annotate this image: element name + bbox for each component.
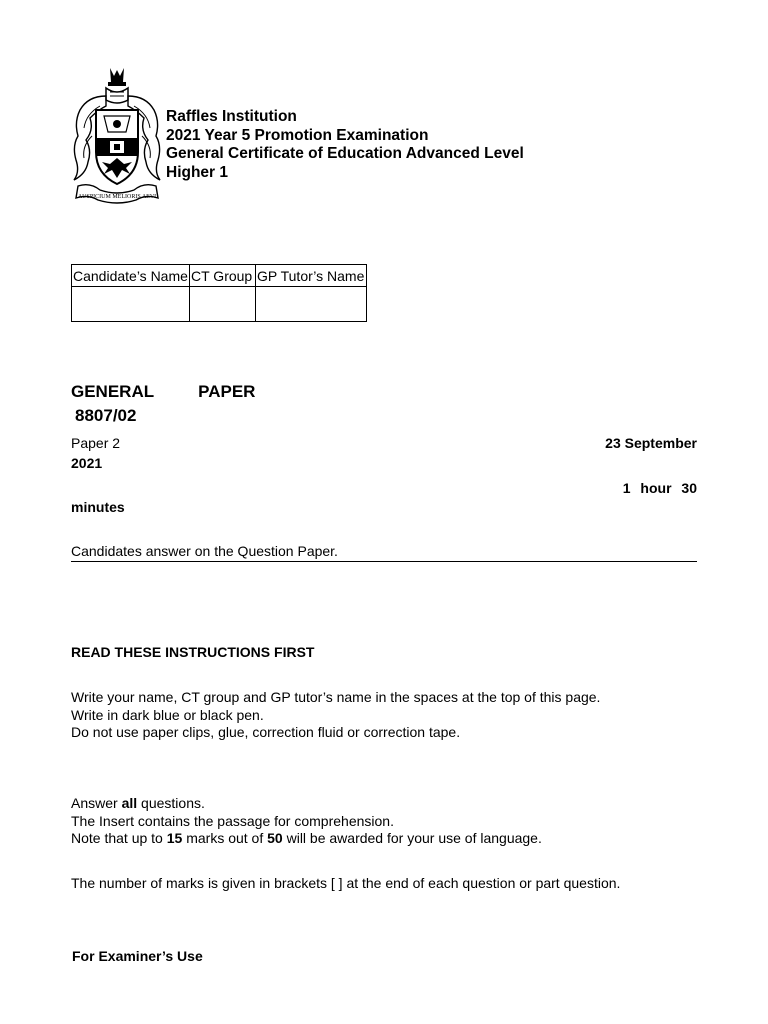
school-crest-logo [70,66,164,208]
exam-header [166,108,524,182]
exam-duration: 1 hour 30 [622,480,697,496]
svg-text:AUSPICIUM MELIORIS AEVI: AUSPICIUM MELIORIS AEVI [77,194,157,200]
divider-line [71,561,697,562]
instructions-block-2 [71,795,542,848]
instruction-line: Do not use paper clips, glue, correction fluid or correction tape. [71,724,461,740]
subject-title [71,382,255,402]
subject-word-general: GENERAL [71,382,155,401]
exam-title: 2021 Year 5 Promotion Examination [166,126,429,144]
gp-tutor-header: GP Tutor’s Name [256,265,367,287]
paper-number: Paper 2 [71,435,121,451]
certificate-title: General Certificate of Education Advanced Level [166,145,524,162]
instruction-line: Note that up to 15 marks out of 50 will be awarded for your use of language. [71,830,542,846]
gp-tutor-field[interactable] [256,287,367,322]
instruction-line: Write your name, CT group and GP tutor’s name in the spaces at the top of this page. [71,689,601,705]
instruction-line: Write in dark blue or black pen. [71,706,264,723]
exam-date: 23 September [605,435,697,451]
candidate-name-header: Candidate’s Name [72,265,190,287]
instruction-line: Answer all questions. [71,795,205,811]
candidate-info-table [71,264,367,322]
examiner-use-label: For Examiner’s Use [72,948,203,964]
level-title: Higher 1 [166,163,229,181]
exam-duration-minutes: minutes [71,499,125,515]
answer-location-note: Candidates answer on the Question Paper. [71,543,338,559]
ct-group-field[interactable] [190,287,256,322]
candidate-name-field[interactable] [72,287,190,322]
instructions-title: READ THESE INSTRUCTIONS FIRST [71,644,315,660]
ct-group-header: CT Group [190,265,256,287]
instructions-block-1 [71,689,600,742]
exam-year: 2021 [71,455,103,471]
subject-code: 8807/02 [75,406,137,425]
institution-name: Raffles Institution [166,108,297,125]
marks-brackets-note: The number of marks is given in brackets [ ] at the end of each question or part question. [71,875,621,891]
subject-word-paper: PAPER [198,382,256,401]
instruction-line: The Insert contains the passage for comprehension. [71,812,394,829]
